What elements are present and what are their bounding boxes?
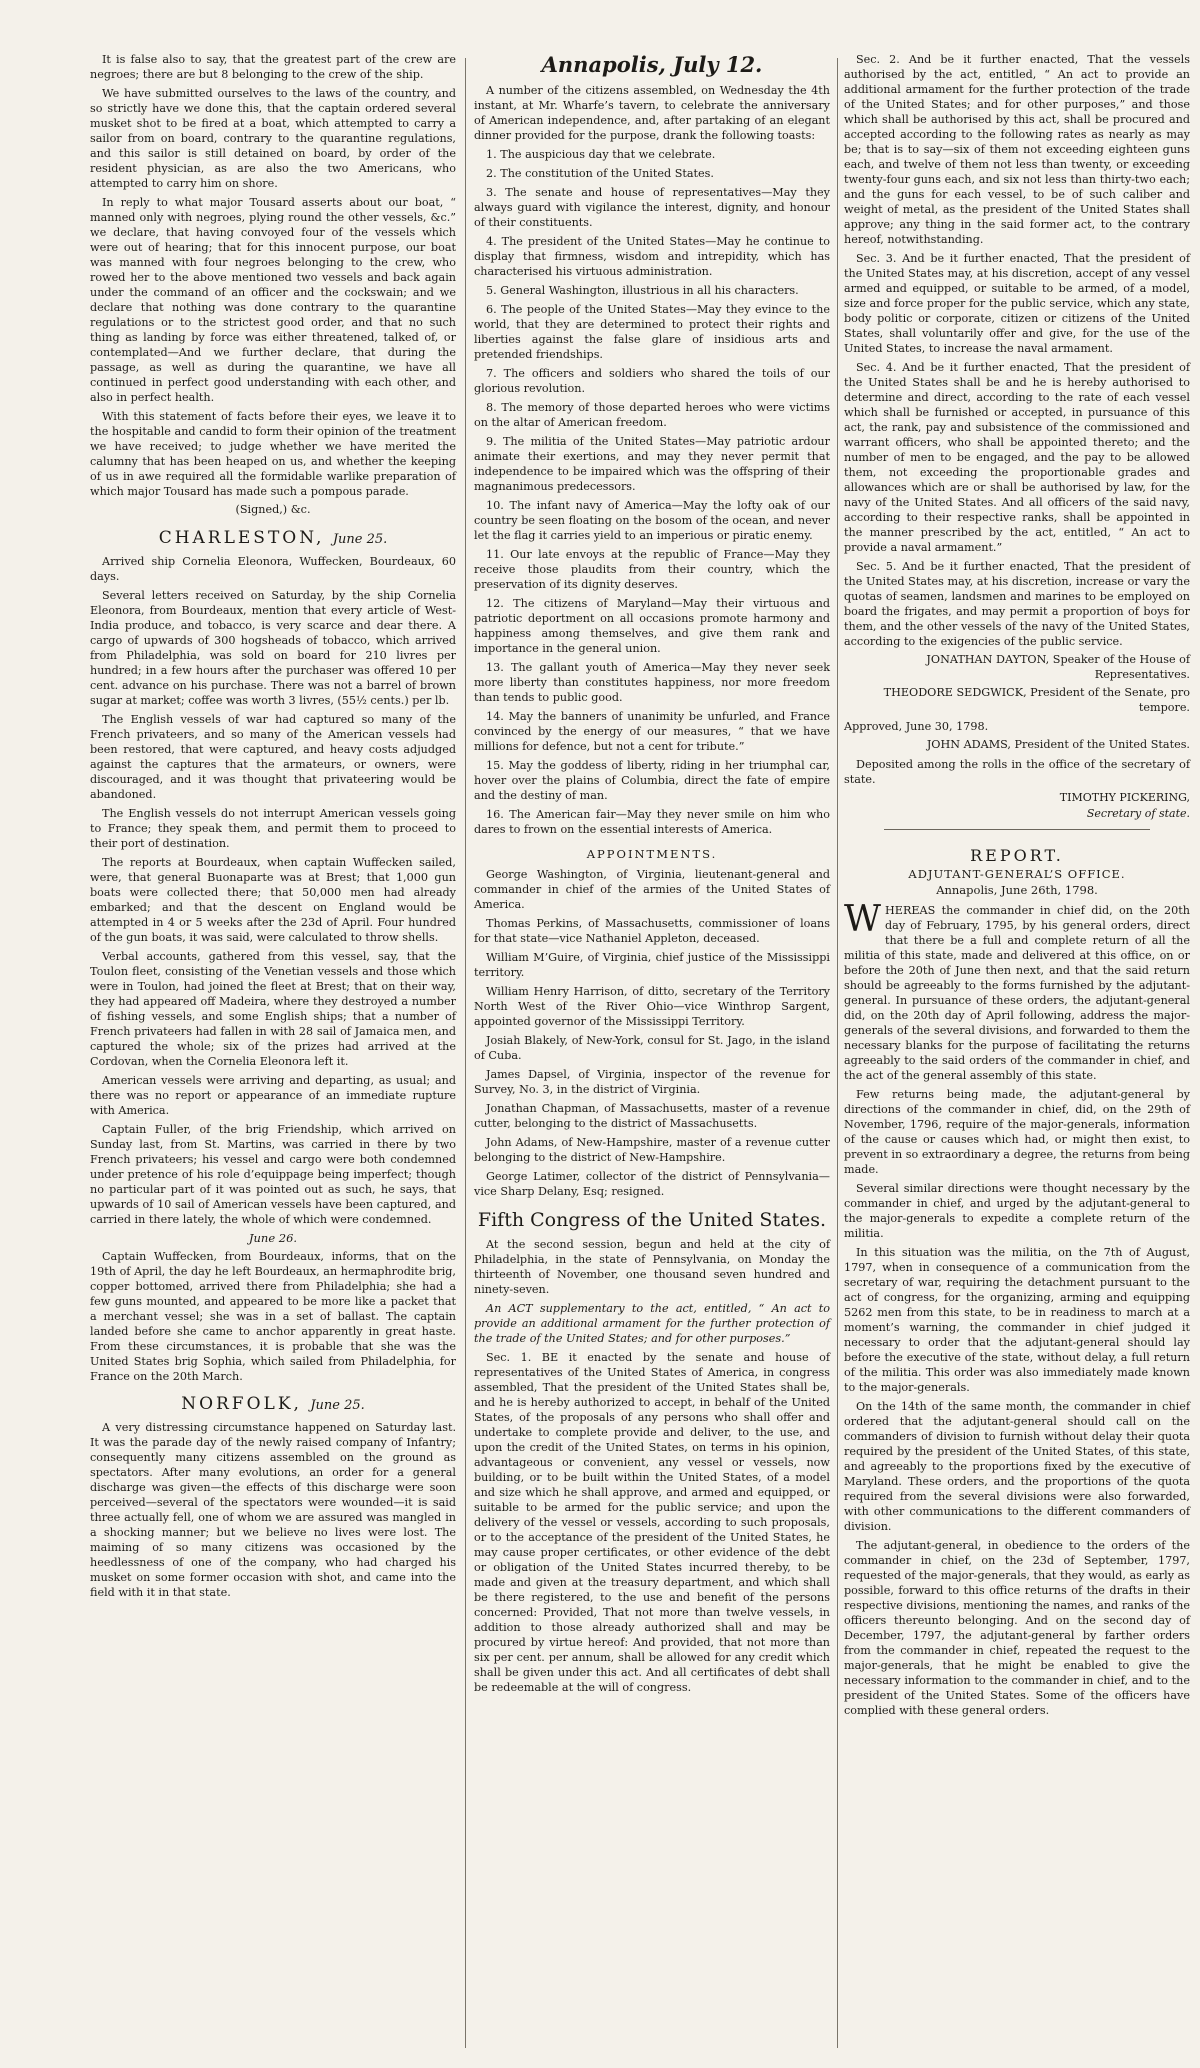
drop-cap: W <box>844 899 882 941</box>
report-paragraph: On the 14th of the same month, the commander in chief ordered that the adjutant-general should call on the commanders of division to furnish without delay their quota required by the president of the United States, of this state, and agreeably to the proportions fixed by the executive of Maryland. These orders, and the proportions of the quota required from the several divisions were also forwarded, with other communications to the different commanders of division. <box>844 1400 1190 1534</box>
deposited-line: Deposited among the rolls in the office of the secretary of state. <box>844 757 1190 786</box>
report-paragraph: Few returns being made, the adjutant-general by directions of the commander in chief, did, on the 29th of November, 1796, require of the major-generals, information of the cause or causes which had, or might then exist, to prevent in so extraordinary a degree, the returns from being made. <box>844 1088 1190 1177</box>
section-4: Sec. 4. And be it further enacted, That the president of the United States shall be and he is hereby authorised to determine and direct, according to the rate of each vessel which shall be furnished or accepted, in pursuance of this act, the rank, pay and subsistence of the commissioned and warrant officers, who shall be appointed thereto; and the number of men to be engaged, and the pay to be allowed them, not exceeding the proportionable grades and allowances which are or shall be authorised by law, for the navy of the United States. And all officers of the said navy, according to their respective ranks, shall be appointed in the manner prescribed by the act, entitled, “ An act to provide a naval armament.” <box>844 361 1190 554</box>
column-middle <box>474 52 830 1699</box>
paragraph: In reply to what major Tousard asserts about our boat, “ manned only with negroes, plying round the other vessels, &c.” we declare, that having convoyed four of the vessels which were out of hearing; that for this innocent purpose, our boat was manned with four negroes belonging to the crew, who rowed her to the above mentioned two vessels and back again under the command of an officer and the cockswain; and we declare that nothing was done contrary to the quarantine regulations or to the strictest good order, and that no such thing as landing by force was either threatened, talked of, or contemplated—And we further declare, that during the passage, as well as during the quarantine, we have all continued in perfect good understanding with each other, and also in perfect health. <box>90 196 456 404</box>
section-5: Sec. 5. And be it further enacted, That the president of the United States may, at his discretion, increase or vary the quotas of seamen, landsmen and marines to be employed on board the frigates, and may permit a proportion of boys for them, and the other vessels of the navy of the United States, according to the exigencies of the public service. <box>844 560 1190 648</box>
report-paragraph: The adjutant-general, in obedience to the orders of the commander in chief, on the 23d of September, 1797, requested of the major-generals, that they would, as early as possible, forward to this office returns of the drafts in their respective divisions, mentioning the names, and ranks of the officers thereunto belonging. And on the second day of December, 1797, the adjutant-general by farther orders from the commander in chief, repeated the request to the major-generals, that he might be enabled to give the necessary information to the commander in chief, and to the president of the United States. Some of the officers have complied with these general orders. <box>844 1539 1190 1718</box>
paragraph: The reports at Bourdeaux, when captain Wuffecken sailed, were, that general Buonaparte was at Brest; that 1,000 gun boats were collected there; that 50,000 men had already embarked; and that the descent on England would be attempted in 4 or 5 weeks after the 23d of April. Four hundred of the gun boats, it was said, were calculated to throw shells. <box>90 855 456 944</box>
appointment-item: Josiah Blakely, of New-York, consul for St. Jago, in the island of Cuba. <box>474 1034 830 1062</box>
signature-dayton: JONATHAN DAYTON, Speaker of the House of Representatives. <box>926 653 1190 681</box>
toast-item: 3. The senate and house of representatives—May they always guard with vigilance the interest, dignity, and honour of their constituents. <box>474 186 830 229</box>
appointments-heading: APPOINTMENTS. <box>586 847 718 861</box>
signature-pickering-title: Secretary of state. <box>1086 807 1190 821</box>
toast-item: 11. Our late envoys at the republic of France—May they receive those plaudits from their country, which the preservation of its dignity deserves. <box>474 548 830 591</box>
column-rule <box>465 58 466 2048</box>
report-paragraph: In this situation was the militia, on the 7th of August, 1797, when in consequence of a communication from the secretary of war, requiring the detachment pursuant to the act of congress, for the organizing, arming and equipping 5262 men from this state, to be in readiness to march at a moment’s warning, the commander in chief judged it necessary to order that the adjutant-general should lay before the executive of the state, without delay, a full return of the militia. This order was also immediately made known to the major-generals. <box>844 1246 1190 1395</box>
signature-adams: JOHN ADAMS, President of the United States. <box>926 738 1190 752</box>
office-heading: ADJUTANT-GENERAL’S OFFICE. <box>908 867 1126 882</box>
paragraph: Captain Wuffecken, from Bourdeaux, informs, that on the 19th of April, the day he left Bourdeaux, an hermaphrodite brig, copper bottomed, arrived there from Philadelphia; she had a few guns mounted, and appeared to be more like a packet that a merchant vessel; she was in a set of ballast. The captain landed before she came to anchor apparently in great haste. From these circumstances, it is probable that she was the United States brig Sophia, which sailed from Philadelphia, for France on the 20th March. <box>90 1249 456 1383</box>
appointment-item: George Latimer, collector of the district of Pennsylvania—vice Sharp Delany, Esq; resigned. <box>474 1170 830 1198</box>
toast-item: 15. May the goddess of liberty, riding in her triumphal car, hover over the plains of Columbia, direct the fate of empire and the destiny of man. <box>474 759 830 802</box>
paragraph: American vessels were arriving and departing, as usual; and there was no report or appearance of an immediate rupture with America. <box>90 1073 456 1117</box>
paragraph: A number of the citizens assembled, on Wednesday the 4th instant, at Mr. Wharfe’s tavern, to celebrate the anniversary of American independence, and, after partaking of an elegant dinner provided for the purpose, drank the following toasts: <box>474 84 830 142</box>
dateline-norfolk <box>90 1394 456 1414</box>
report-text: HEREAS the commander in chief did, on the 20th day of February, 1795, by his general orders, direct that there be a full and complete return of all the militia of this state, made and delivered at this office, on or before the 20th of June then next, and that the said return should be agreeably to the forms furnished by the adjutant-general. In pursuance of these orders, the adjutant-general did, on the 20th day of April following, address the major-generals of the several divisions, and forwarded to them the necessary blanks for the purpose of facilitating the returns agreeably to the said orders of the commander in chief, and the act of the general assembly of this state. <box>844 904 1190 1083</box>
appointments-list <box>474 867 830 1199</box>
paragraph: We have submitted ourselves to the laws of the country, and so strictly have we done this, that the captain ordered several musket shot to be fired at a boat, which attempted to carry a sailor from on board, contrary to the quarantine regulations, and this sailor is still detained on board, by order of the resident physician, as are also the two Americans, who attempted to carry him on shore. <box>90 87 456 190</box>
appointment-item: Jonathan Chapman, of Massachusetts, master of a revenue cutter, belonging to the district of Massachusetts. <box>474 1102 830 1130</box>
toast-item: 6. The people of the United States—May they evince to the world, that they are determined to protect their rights and liberties against the false glare of insidious arts and pretended friendships. <box>474 303 830 361</box>
congress-heading: Fifth Congress of the United States. <box>477 1209 827 1231</box>
dateline-date: June 25. <box>310 1397 365 1413</box>
toast-item: 16. The American fair—May they never smile on him who dares to frown on the essential interests of America. <box>474 808 830 836</box>
appointment-item: John Adams, of New-Hampshire, master of a revenue cutter belonging to the district of New-Hampshire. <box>474 1136 830 1164</box>
act-title: An ACT supplementary to the act, entitled, “ An act to provide an additional armament for the further protection of the trade of the United States; and for other purposes.” <box>474 1302 830 1345</box>
toast-item: 10. The infant navy of America—May the lofty oak of our country be seen floating on the bosom of the ocean, and never let the flag it carries yield to an imperious or piratic enemy. <box>474 499 830 542</box>
column-left <box>90 52 456 1604</box>
dateline-june26: June 26. <box>248 1230 298 1245</box>
dateline-date: July 12. <box>673 52 763 77</box>
toast-list <box>474 147 830 837</box>
toast-item: 2. The constitution of the United States. <box>486 167 714 180</box>
report-heading: REPORT. <box>970 846 1064 866</box>
office-date: Annapolis, June 26th, 1798. <box>936 883 1098 898</box>
signature-pickering: TIMOTHY PICKERING, <box>1059 790 1190 804</box>
paragraph: The English vessels of war had captured so many of the French privateers, and so many of the American vessels had been restored, that were captured, and heavy costs adjudged against the captures that the armateurs, or owners, were discouraged, and it was thought that privateering would be abandoned. <box>90 712 456 801</box>
appointment-item: William Henry Harrison, of ditto, secretary of the Territory North West of the River Ohio—vice Winthrop Sargent, appointed governor of the Mississippi Territory. <box>474 985 830 1028</box>
paragraph: Verbal accounts, gathered from this vessel, say, that the Toulon fleet, consisting of the Venetian vessels and those which were in Toulon, had joined the fleet at Brest; that on their way, they had appeared off Madeira, where they destroyed a number of fishing vessels, and some English ships; that a number of French privateers had fallen in with 28 sail of Jamaica men, and captured the whole; six of the prizes had arrived at the Cordovan, when the Cornelia Eleonora left it. <box>90 949 456 1068</box>
paragraph: It is false also to say, that the greatest part of the crew are negroes; there are but 8 belonging to the crew of the ship. <box>90 53 456 81</box>
column-rule <box>837 58 838 2048</box>
dateline-annapolis <box>474 52 830 77</box>
signed-line: (Signed,) &c. <box>235 503 311 516</box>
toast-item: 8. The memory of those departed heroes who were victims on the altar of American freedom. <box>474 401 830 429</box>
toast-item: 1. The auspicious day that we celebrate. <box>486 148 716 161</box>
paragraph: A very distressing circumstance happened on Saturday last. It was the parade day of the newly raised company of Infantry; consequently many citizens assembled on the ground as spectators. After many evolutions, an order for a general discharge was given—the effects of this discharge were soon perceived—several of the spectators were wounded—it is said three actually fell, one of whom we are assured was mangled in a shocking manner; but we believe no lives were lost. The maiming of so many citizens was occasioned by the heedlessness of one of the company, who had charged his musket on some former occasion with shot, and came into the field with it in that state. <box>90 1420 456 1599</box>
toast-item: 12. The citizens of Maryland—May their virtuous and patriotic deportment on all occasions promote harmony and happiness among themselves, and give them rank and importance in the general union. <box>474 597 830 655</box>
paragraph: Captain Fuller, of the brig Friendship, which arrived on Sunday last, from St. Martins, was carried in there by two French privateers; his vessel and cargo were both condemned under pretence of his role d’equippage being imperfect; though no particular part of it was pointed out as such, he says, that upwards of 10 sail of American vessels have been captured, and carried in there lately, the whole of which were condemned. <box>90 1122 456 1226</box>
toast-item: 13. The gallant youth of America—May they never seek more liberty than constitutes happiness, nor more freedom than tends to public good. <box>474 661 830 704</box>
paragraph: Arrived ship Cornelia Eleonora, Wuffecken, Bourdeaux, 60 days. <box>90 554 456 583</box>
dateline-place: CHARLESTON, <box>158 527 325 548</box>
appointment-item: Thomas Perkins, of Massachusetts, commissioner of loans for that state—vice Nathaniel Appleton, deceased. <box>474 917 830 945</box>
dateline-date: June 25. <box>332 531 388 547</box>
toast-item: 9. The militia of the United States—May patriotic ardour animate their exertions, and may they never permit that independence to be impaired which was the offspring of their magnanimous predecessors. <box>474 435 830 493</box>
paragraph: Several letters received on Saturday, by the ship Cornelia Eleonora, from Bourdeaux, mention that every article of West-India produce, and tobacco, is very scarce and dear there. A cargo of upwards of 300 hogsheads of tobacco, which arrived from Philadelphia, was sold on board for 210 livres per hundred; in a few hours after the purchaser was offered 10 per cent. advance on his purchase. There was not a barrel of brown sugar at market; coffee was worth 3 livres, (55½ cents.) per lb. <box>90 588 456 707</box>
divider <box>884 829 1150 830</box>
appointment-item: William M’Guire, of Virginia, chief justice of the Mississippi territory. <box>474 951 830 979</box>
signature-sedgwick: THEODORE SEDGWICK, President of the Senate, pro tempore. <box>883 686 1190 714</box>
approved-line: Approved, June 30, 1798. <box>844 720 989 734</box>
section-2: Sec. 2. And be it further enacted, That the vessels authorised by the act, entitled, “ An act to provide an additional armament for the further protection of the trade of the United States; and for other purposes,” and those which shall be authorised by this act, shall be procured and accepted according to the following rates as nearly as may be; that is to say—six of them not exceeding eighteen guns each, and twelve of them not less than twenty, or exceeding twenty-four guns each, and six not less than thirty-two each; and the guns for each vessel, to be of such caliber and weight of metal, as the president of the United States shall approve; any thing in the said former act, to the contrary hereof, notwithstanding. <box>844 53 1190 246</box>
report-paragraph-1 <box>844 899 1190 1083</box>
dateline-place: NORFOLK, <box>181 1393 302 1414</box>
section-1: Sec. 1. BE it enacted by the senate and house of representatives of the United States of America, in congress assembled, That the president of the United States shall be, and he is hereby authorized to accept, in behalf of the United States, of the proposals of any persons who shall offer and undertake to complete provide and deliver, to the use, and upon the credit of the United States, on terms in his opinion, advantageous or convenient, any vessel or vessels, now building, or to be built within the United States, of a model and size which he shall approve, and armed and equipped, or suitable to be armed for the public service; and upon the delivery of the vessel or vessels, according to such proposals, or to the acceptance of the president of the United States, he may cause proper certificates, or other evidence of the debt or obligation of the United States incurred thereby, to be made and given at the treasury department, and which shall be there registered, to the use and benefit of the persons concerned: Provided, That not more than twelve vessels, in addition to those already authorized shall and may be procured by virtue hereof: And provided, that not more than six per cent. per annum, shall be allowed for any credit which shall be given under this act. And all certificates of debt shall be redeemable at the will of congress. <box>474 1351 830 1694</box>
dateline-charleston <box>90 528 456 548</box>
paragraph: The English vessels do not interrupt American vessels going to France; they speak them, and permit them to proceed to their port of destination. <box>90 806 456 850</box>
toast-item: 14. May the banners of unanimity be unfurled, and France convinced by the energy of our measures, “ that we have millions for defence, but not a cent for tribute.” <box>474 710 830 753</box>
toast-item: 5. General Washington, illustrious in all his characters. <box>486 284 799 297</box>
report-paragraph: Several similar directions were thought necessary by the commander in chief, and urged by the adjutant-general to the major-generals to expedite a complete return of the militia. <box>844 1182 1190 1241</box>
paragraph: With this statement of facts before their eyes, we leave it to the hospitable and candid to form their opinion of the treatment we have received; to judge whether we have merited the calumny that has been heaped on us, and whether the keeping of us in awe required all the formidable warlike preparation of which major Tousard has made such a pompous parade. <box>90 410 456 498</box>
toast-item: 7. The officers and soldiers who shared the toils of our glorious revolution. <box>474 367 830 395</box>
toast-item: 4. The president of the United States—May he continue to display that firmness, wisdom and intrepidity, which has characterised his virtuous administration. <box>474 235 830 278</box>
section-3: Sec. 3. And be it further enacted, That the president of the United States may, at his discretion, accept of any vessel armed and equipped, or suitable to be armed, of a model, size and force proper for the public service, which any state, body politic or corporate, citizen or citizens of the United States, shall voluntarily offer and give, for the use of the United States, to increase the naval armament. <box>844 252 1190 355</box>
appointment-item: James Dapsel, of Virginia, inspector of the revenue for Survey, No. 3, in the district of Virginia. <box>474 1068 830 1096</box>
dateline-place: Annapolis, <box>541 52 666 77</box>
appointment-item: George Washington, of Virginia, lieutenant-general and commander in chief of the armies of the United States of America. <box>474 868 830 911</box>
column-right <box>844 52 1190 1722</box>
paragraph: At the second session, begun and held at the city of Philadelphia, in the state of Pennsylvania, on Monday the thirteenth of November, one thousand seven hundred and ninety-seven. <box>474 1238 830 1296</box>
